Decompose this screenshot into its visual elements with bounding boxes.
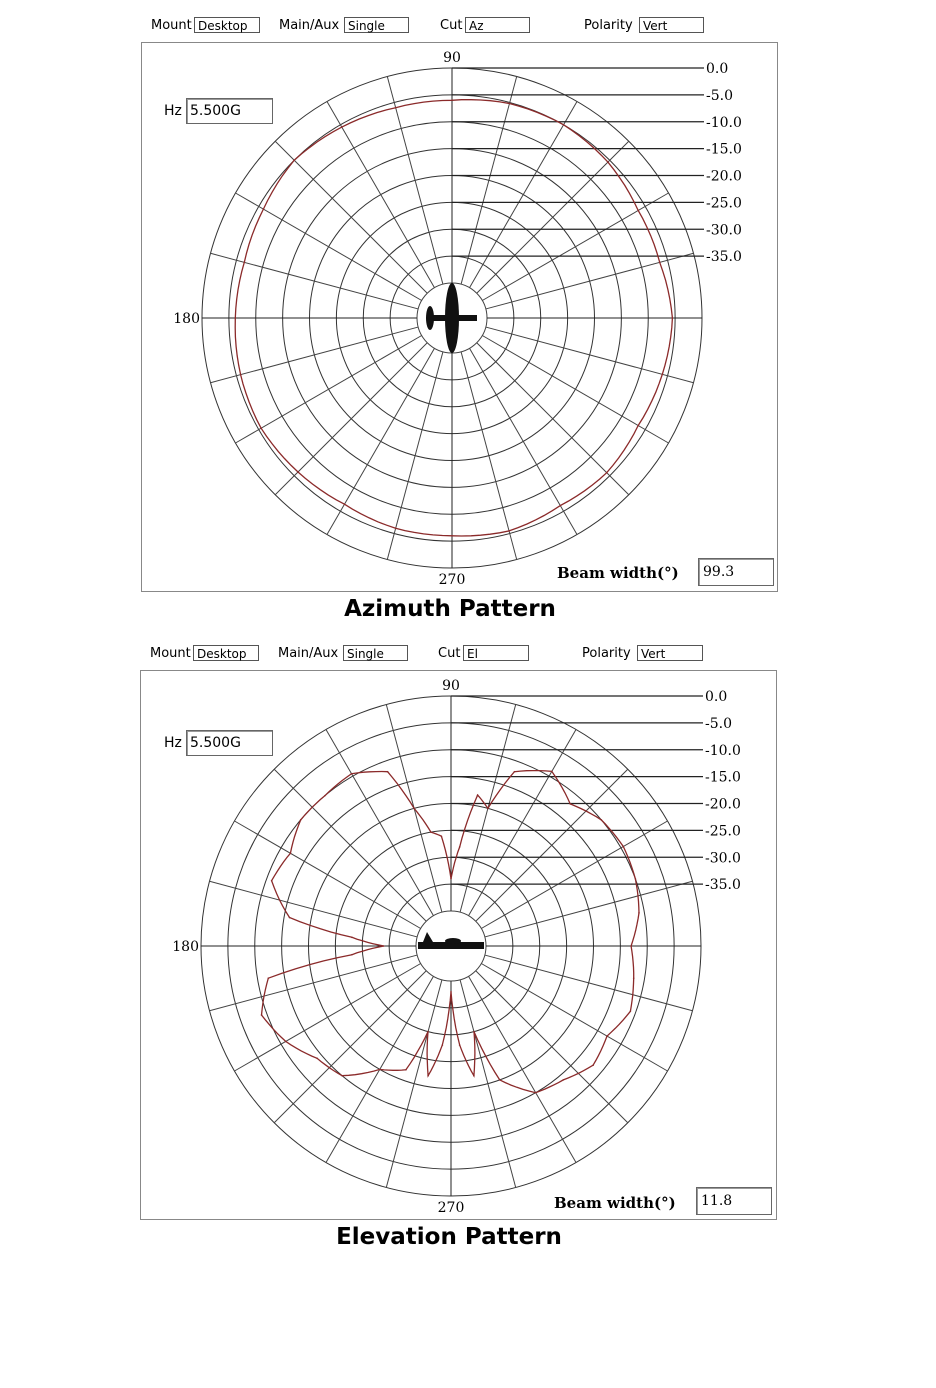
pattern-point (413, 808, 415, 810)
pattern-point (240, 374, 242, 376)
grid-spoke (327, 101, 435, 287)
hz-label: Hz (164, 103, 182, 119)
pattern-point (351, 773, 353, 775)
pattern-point (563, 124, 565, 126)
pattern-point (451, 535, 453, 537)
pattern-point (659, 262, 661, 264)
grid-spoke (235, 336, 421, 444)
pattern-point (285, 1041, 287, 1043)
grid-spoke (211, 327, 419, 383)
cut-label: Cut (440, 18, 463, 33)
pattern-point (459, 846, 461, 848)
pattern-point (637, 425, 639, 427)
grid-spoke (481, 964, 667, 1072)
grid-spoke (470, 348, 578, 534)
level-label: -15.0 (705, 769, 741, 786)
pattern-point (297, 471, 299, 473)
pattern-series-line (262, 771, 640, 1093)
mount-label: Mount (150, 646, 191, 661)
level-label: -25.0 (705, 823, 741, 840)
angle-label-90: 90 (443, 50, 461, 66)
pattern-point (450, 878, 452, 880)
pattern-point (459, 1044, 461, 1046)
grid-spoke (482, 193, 668, 301)
level-label: -35.0 (705, 877, 741, 894)
pattern-point (441, 835, 443, 837)
level-label: -5.0 (706, 87, 733, 104)
level-label: -25.0 (706, 195, 742, 212)
pattern-point (271, 880, 273, 882)
angle-label-270: 270 (438, 572, 466, 588)
pattern-point (442, 1044, 444, 1046)
level-label: -20.0 (706, 168, 742, 185)
pattern-point (427, 1031, 429, 1033)
polarity-label: Polarity (584, 18, 633, 33)
level-label: -35.0 (706, 249, 742, 266)
pattern-point (635, 878, 637, 880)
angle-label-90: 90 (442, 678, 460, 694)
grid-spoke (234, 821, 420, 929)
mount-field[interactable]: Desktop (193, 645, 259, 661)
pattern-point (263, 208, 265, 210)
beam-width-label: Beam width(°) (557, 564, 679, 582)
pattern-point (243, 262, 245, 264)
level-label: -10.0 (706, 114, 742, 131)
pattern-point (383, 945, 385, 947)
pattern-point (379, 1069, 381, 1071)
pattern-point (293, 159, 295, 161)
level-label: -30.0 (706, 222, 742, 239)
pattern-point (551, 771, 553, 773)
grid-spoke (461, 77, 517, 285)
mount-label: Mount (151, 18, 192, 33)
level-label: 0.0 (705, 689, 728, 705)
chart-frame (140, 670, 777, 1220)
pattern-point (260, 427, 262, 429)
pattern-point (341, 1075, 343, 1077)
pattern-point (662, 374, 664, 376)
pattern-point (451, 99, 453, 101)
pattern-point (395, 528, 397, 530)
mainaux-field[interactable]: Single (343, 645, 408, 661)
pattern-point (473, 1075, 475, 1077)
pattern-point (324, 795, 326, 797)
pattern-point (405, 1069, 407, 1071)
polarity-field[interactable]: Vert (639, 17, 704, 33)
pattern-point (290, 852, 292, 854)
cut-field[interactable]: El (463, 645, 529, 661)
pattern-point (316, 1058, 318, 1060)
hz-field[interactable]: 5.500G (186, 730, 273, 756)
pattern-point (592, 1064, 594, 1066)
pattern-point (289, 917, 291, 919)
beam-width-field[interactable]: 99.3 (698, 558, 774, 586)
level-label: -10.0 (705, 742, 741, 759)
beam-width-field[interactable]: 11.8 (696, 1187, 772, 1215)
pattern-point (607, 161, 609, 163)
pattern-point (477, 794, 479, 796)
pattern-point (601, 819, 603, 821)
pattern-point (387, 771, 389, 773)
mainaux-label: Main/Aux (278, 646, 339, 661)
pattern-point (235, 317, 237, 319)
hz-label: Hz (164, 735, 182, 751)
grid-spoke (386, 980, 442, 1188)
pattern-point (268, 977, 270, 979)
angle-label-270: 270 (437, 1200, 465, 1216)
grid-spoke (469, 976, 577, 1162)
grid-spoke (469, 729, 577, 915)
beam-width-label: Beam width(°) (554, 1194, 676, 1212)
pattern-point (508, 530, 510, 532)
level-label: -30.0 (705, 850, 741, 867)
grid-spoke (211, 253, 419, 309)
pattern-point (606, 472, 608, 474)
pattern-point (487, 808, 489, 810)
pattern-point (633, 977, 635, 979)
grid-spoke (470, 101, 578, 287)
pattern-point (341, 126, 343, 128)
pattern-point (499, 1079, 501, 1081)
cut-field[interactable]: Az (465, 17, 530, 33)
pattern-point (430, 831, 432, 833)
pattern-point (637, 210, 639, 212)
grid-spoke (234, 964, 420, 1072)
angle-label-180: 180 (172, 939, 199, 955)
pattern-point (630, 945, 632, 947)
level-label: -20.0 (705, 796, 741, 813)
pattern-point (509, 103, 511, 105)
mainaux-field[interactable]: Single (344, 17, 409, 33)
polar-chart (142, 43, 779, 593)
grid-spoke (274, 971, 426, 1123)
pattern-point (535, 1092, 537, 1094)
pattern-point (638, 912, 640, 914)
level-label: -5.0 (705, 715, 732, 732)
grid-spoke (476, 971, 628, 1123)
aircraft-icon (426, 283, 477, 353)
pattern-point (395, 107, 397, 109)
pattern-point (473, 1031, 475, 1033)
angle-label-180: 180 (173, 311, 200, 327)
pattern-point (351, 937, 353, 939)
grid-spoke (485, 955, 693, 1011)
grid-spoke (461, 352, 517, 560)
level-label: 0.0 (706, 61, 729, 77)
pattern-point (450, 991, 452, 993)
chart-caption: Azimuth Pattern (344, 596, 556, 622)
grid-spoke (210, 881, 418, 937)
pattern-point (560, 505, 562, 507)
polarity-label: Polarity (582, 646, 631, 661)
grid-spoke (326, 729, 434, 915)
pattern-point (622, 846, 624, 848)
pattern-point (351, 954, 353, 956)
cut-label: Cut (438, 646, 461, 661)
chart-frame (141, 42, 778, 592)
grid-spoke (485, 881, 693, 937)
mainaux-label: Main/Aux (279, 18, 340, 33)
pattern-point (427, 1075, 429, 1077)
grid-spoke (482, 336, 668, 444)
grid-spoke (275, 141, 427, 293)
aircraft-icon (418, 932, 484, 949)
polarity-field[interactable]: Vert (637, 645, 703, 661)
pattern-point (344, 503, 346, 505)
pattern-point (514, 771, 516, 773)
grid-spoke (486, 253, 694, 309)
grid-spoke (327, 348, 435, 534)
level-label: -15.0 (706, 141, 742, 158)
grid-spoke (477, 343, 629, 495)
pattern-point (563, 1079, 565, 1081)
mount-field[interactable]: Desktop (194, 17, 260, 33)
grid-spoke (477, 141, 629, 293)
pattern-point (569, 803, 571, 805)
pattern-point (261, 1014, 263, 1016)
pattern-point (606, 1035, 608, 1037)
pattern-point (300, 819, 302, 821)
pattern-point (672, 317, 674, 319)
chart-caption: Elevation Pattern (336, 1224, 562, 1250)
pattern-point (630, 1010, 632, 1012)
hz-field[interactable]: 5.500G (186, 98, 273, 124)
